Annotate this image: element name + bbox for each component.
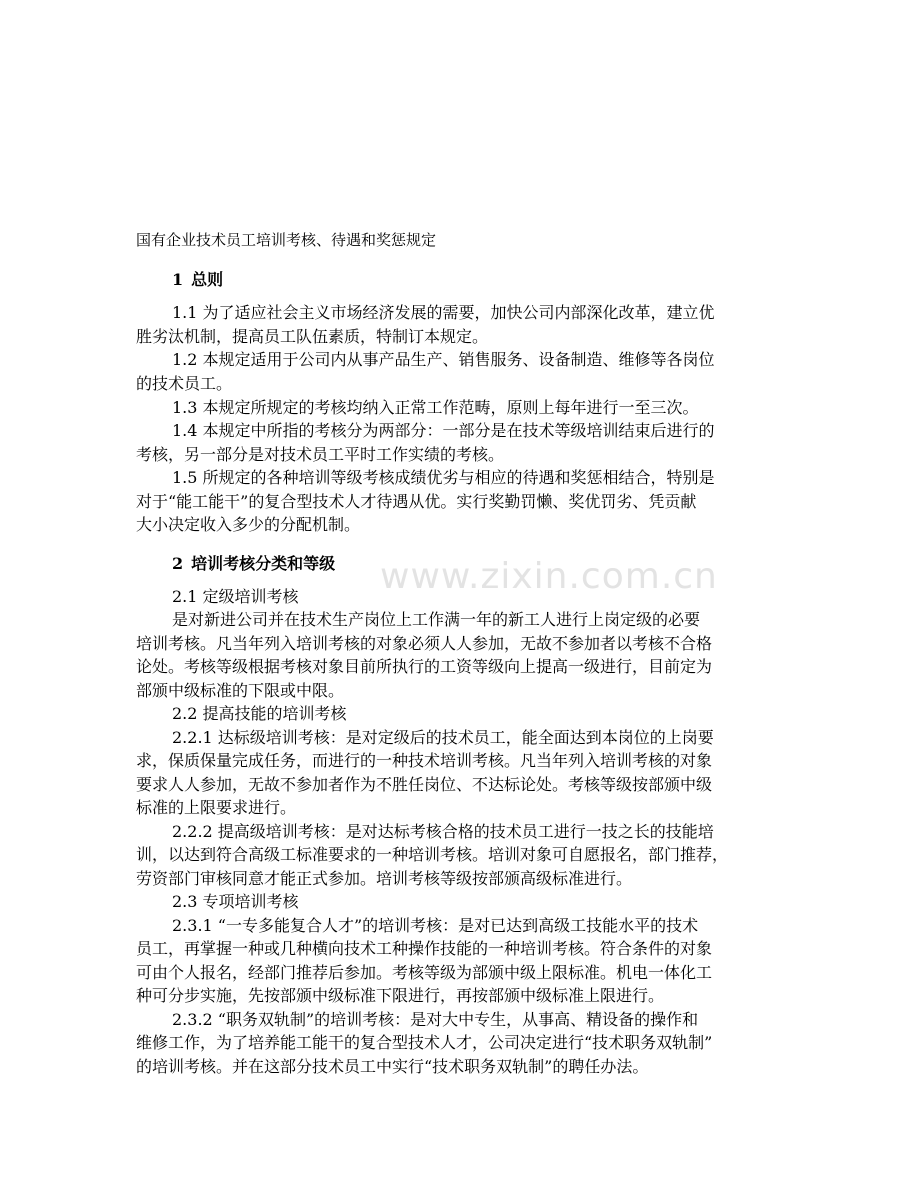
section-heading: [172, 268, 223, 292]
section-heading: [172, 552, 335, 576]
paragraph-line: 2.2.2 提高级培训考核：是对达标考核合格的技术员工进行一技之长的技能培: [172, 822, 714, 841]
paragraph-line: 1.2 本规定适用于公司内从事产品生产、销售服务、设备制造、维修等各岗位: [172, 350, 715, 369]
paragraph-line: 训，以达到符合高级工标准要求的一种培训考核。培训对象可自愿报名，部门推荐，: [136, 845, 729, 864]
paragraph-line: 种可分步实施，先按部颁中级标准下限进行，再按部颁中级标准上限进行。: [136, 986, 665, 1005]
paragraph-line: 可由个人报名，经部门推荐后参加。考核等级为部颁中级上限标准。机电一体化工: [136, 963, 713, 982]
paragraph-line: 胜劣汰机制，提高员工队伍素质，特制订本规定。: [136, 327, 489, 346]
paragraph-line: 标准的上限要求进行。: [136, 798, 297, 817]
paragraph-line: 部颁中级标准的下限或中限。: [136, 681, 345, 700]
document-title: 国有企业技术员工培训考核、待遇和奖惩规定: [136, 231, 437, 249]
section-number: 1: [172, 270, 184, 289]
paragraph-line: 培训考核。凡当年列入培训考核的对象必须人人参加，无故不参加者以考核不合格: [136, 634, 713, 653]
section-title: 总则: [191, 270, 224, 289]
section-number: 2: [172, 554, 184, 573]
paragraph-line: 1.4 本规定中所指的考核分为两部分：一部分是在技术等级培训结束后进行的: [172, 421, 715, 440]
paragraph-line: 维修工作，为了培养能工能干的复合型技术人才，公司决定进行“技术职务双轨制”: [136, 1033, 713, 1052]
section-title: 培训考核分类和等级: [191, 554, 336, 573]
paragraph-line: 1.1 为了适应社会主义市场经济发展的需要，加快公司内部深化改革，建立优: [172, 303, 715, 322]
paragraph-line: 论处。考核等级根据考核对象目前所执行的工资等级向上提高一级进行，目前定为: [136, 657, 713, 676]
watermark: www.zixin.com.cn: [380, 556, 718, 597]
paragraph-line: 是对新进公司并在技术生产岗位上工作满一年的新工人进行上岗定级的必要: [172, 610, 701, 629]
paragraph-line: 对于“能工能干”的复合型技术人才待遇从优。实行奖勤罚懒、奖优罚劣、凭贡献: [136, 492, 697, 511]
paragraph-line: 2.2.1 达标级培训考核：是对定级后的技术员工，能全面达到本岗位的上岗要: [172, 728, 714, 747]
paragraph-line: 求，保质保量完成任务，而进行的一种技术培训考核。凡当年列入培训考核的对象: [136, 751, 713, 770]
paragraph-line: 要求人人参加，无故不参加者作为不胜任岗位、不达标论处。考核等级按部颁中级: [136, 775, 713, 794]
paragraph-line: 的技术员工。: [136, 374, 233, 393]
paragraph-line: 1.5 所规定的各种培训等级考核成绩优劣与相应的待遇和奖惩相结合，特别是: [172, 468, 715, 487]
paragraph-line: 2.3 专项培训考核: [172, 892, 299, 911]
paragraph-line: 的培训考核。并在这部分技术员工中实行“技术职务双轨制”的聘任办法。: [136, 1057, 649, 1076]
paragraph-line: 2.2 提高技能的培训考核: [172, 704, 347, 723]
paragraph-line: 2.3.1 “一专多能复合人才”的培训考核：是对已达到高级工技能水平的技术: [172, 916, 699, 935]
paragraph-line: 1.3 本规定所规定的考核均纳入正常工作范畴，原则上每年进行一至三次。: [172, 398, 699, 417]
paragraph-line: 2.3.2 “职务双轨制”的培训考核：是对大中专生，从事高、精设备的操作和: [172, 1010, 699, 1029]
paragraph-line: 2.1 定级培训考核: [172, 587, 299, 606]
paragraph-line: 劳资部门审核同意才能正式参加。培训考核等级按部颁高级标准进行。: [136, 869, 633, 888]
paragraph-line: 员工，再掌握一种或几种横向技术工种操作技能的一种培训考核。符合条件的对象: [136, 939, 713, 958]
paragraph-line: 大小决定收入多少的分配机制。: [136, 515, 361, 534]
paragraph-line: 考核，另一部分是对技术员工平时工作实绩的考核。: [136, 445, 505, 464]
